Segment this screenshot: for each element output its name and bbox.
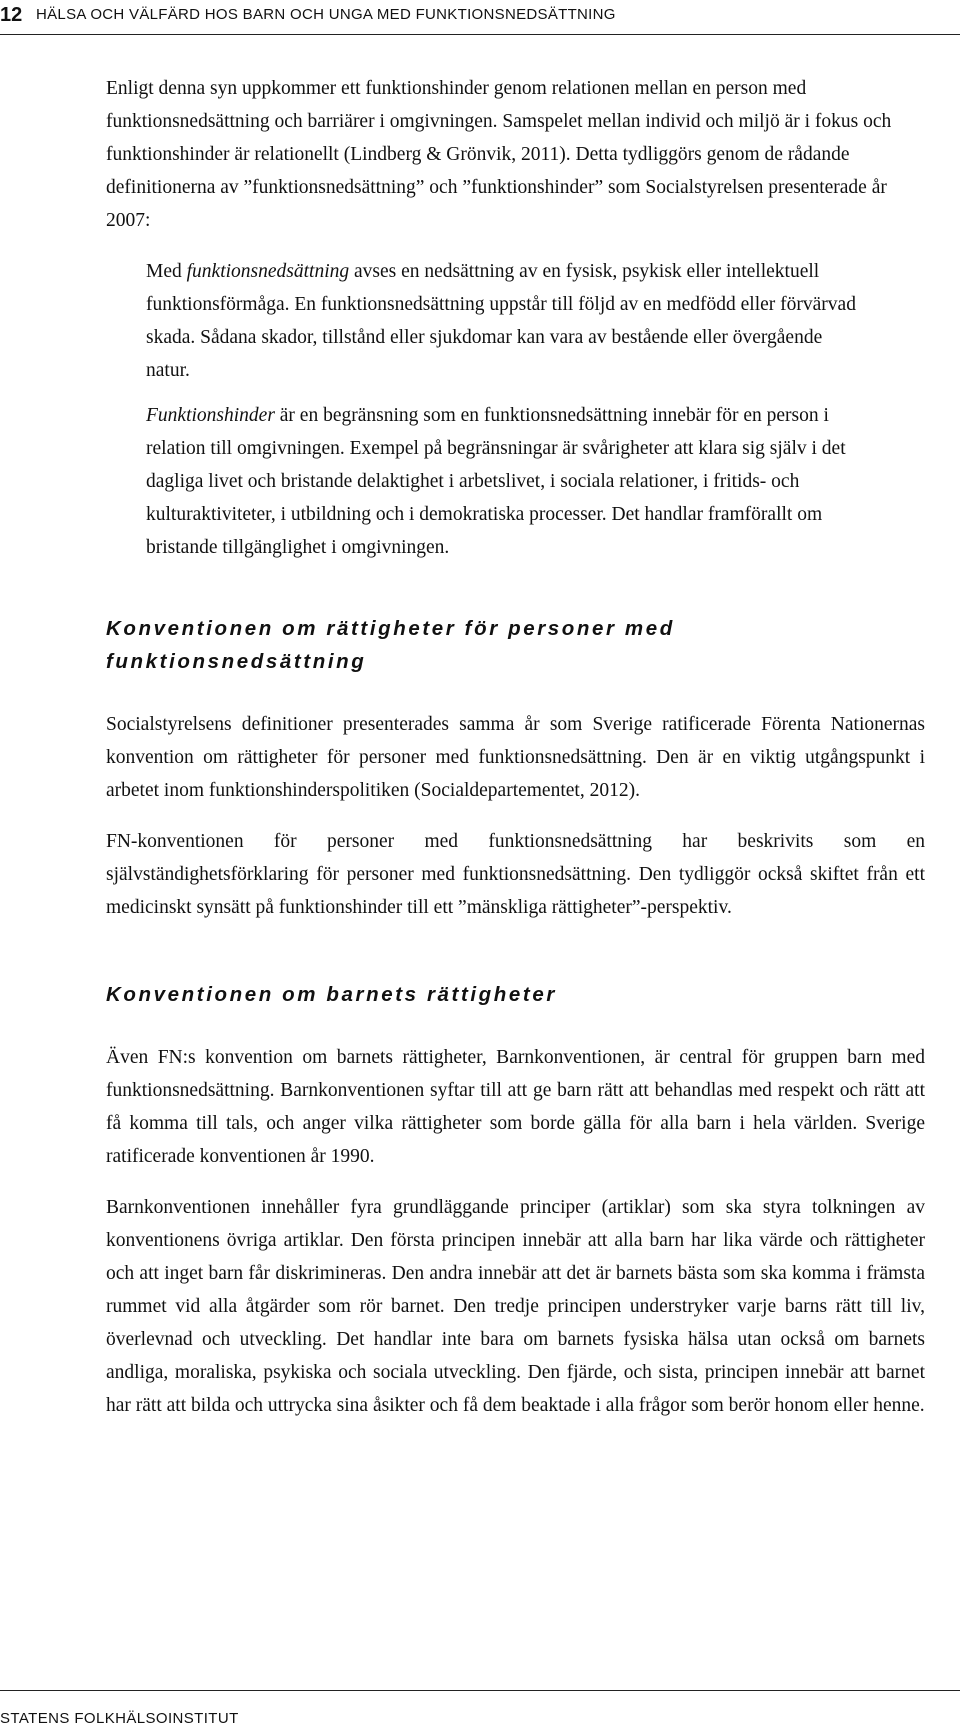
section-heading-crc: Konventionen om barnets rättigheter: [106, 983, 557, 1006]
page-footer: [0, 1690, 960, 1727]
page-header: [0, 0, 960, 35]
body-paragraph: Barnkonventionen innehåller fyra grundläggande principer (artiklar) som ska styra tolkningen av konventionens övriga artiklar. Den första principen innebär att alla barn har lika värde och rättigheter och att inget barn får diskrimineras. Den andra innebär att det är barnets bästa som ska komma i främsta rummet vid alla åtgärder som rör barnet. Den tredje principen understryker varje barns rätt till liv, överlevnad och utveckling. Det handlar inte bara om barnets fysiska hälsa utan också om barnets andliga, moraliska, psykiska och sociala utveckling. Den fjärde, och sista, principen innebär att barnet har rätt att bilda och uttrycka sina åsikter och få dem beaktade i alla frågor som berör honom eller henne.: [106, 1197, 925, 1416]
intro-paragraph: Enligt denna syn uppkommer ett funktionshinder genom relationen mellan en person med funktionsnedsättning och barriärer i omgivningen. Samspelet mellan individ och miljö är i fokus och funktionshinder är relationellt (Lindberg & Grönvik, 2011). Detta tydliggörs genom de rådande definitionerna av ”funktionsnedsättning” och ”funktionshinder” som Socialstyrelsen presenterade år 2007:: [106, 78, 892, 231]
body-paragraph: Socialstyrelsens definitioner presenterades samma år som Sverige ratificerade Förenta Nationernas konvention om rättigheter för personer med funktionsnedsättning. Den är en viktig utgångspunkt i arbetet inom funktionshinderspolitiken (Socialdepartementet, 2012).: [106, 714, 925, 801]
definition-text: avses en nedsättning av en fysisk, psykisk eller intellektuell funktionsförmåga. En funktionsnedsättning uppstår till följd av en medfödd eller förvärvad skada. Sådana skador, tillstånd eller sjukdomar kan vara av bestående eller övergående natur.: [146, 261, 856, 381]
publisher-name: STATENS FOLKHÄLSOINSTITUT: [0, 1710, 239, 1727]
section-heading-crpd: Konventionen om rättigheter för personer med funktionsnedsättning: [106, 617, 675, 673]
term-funktionsnedsattning: funktionsnedsättning: [186, 261, 350, 282]
running-title: HÄLSA OCH VÄLFÄRD HOS BARN OCH UNGA MED FUNKTIONSNEDSÄTTNING: [36, 6, 616, 23]
body-paragraph: FN-konventionen för personer med funktionsnedsättning har beskrivits som en självständighetsförklaring för personer med funktionsnedsättning. Den tydliggör också skiftet från ett medicinskt synsätt på funktionshinder till ett ”mänskliga rättigheter”-perspektiv.: [106, 831, 925, 918]
definition-funktionsnedsattning: [146, 255, 860, 387]
document-body: [106, 72, 925, 1422]
body-paragraph: Även FN:s konvention om barnets rättigheter, Barnkonventionen, är central för gruppen barn med funktionsnedsättning. Barnkonventionen syftar till att ge barn rätt att behandlas med respekt och rätt att få komma till tals, och anger vilka rättigheter som borde gälla för alla barn i hela världen. Sverige ratificerade konventionen år 1990.: [106, 1047, 925, 1167]
definition-text: är en begränsning som en funktionsnedsättning innebär för en person i relation till omgivningen. Exempel på begränsningar är svårigheter att klara sig själv i det dagliga livet och bristande delaktighet i arbetslivet, i sociala relationer, i fritids- och kulturaktiviteter, i utbildning och i demokratiska processer. Det handlar framförallt om bristande tillgänglighet i omgivningen.: [146, 405, 846, 558]
quote-prefix: Med: [146, 261, 187, 282]
definition-quote: [106, 255, 860, 564]
page-number: 12: [0, 4, 23, 26]
definition-funktionshinder: [146, 399, 860, 564]
term-funktionshinder: Funktionshinder: [146, 405, 275, 426]
